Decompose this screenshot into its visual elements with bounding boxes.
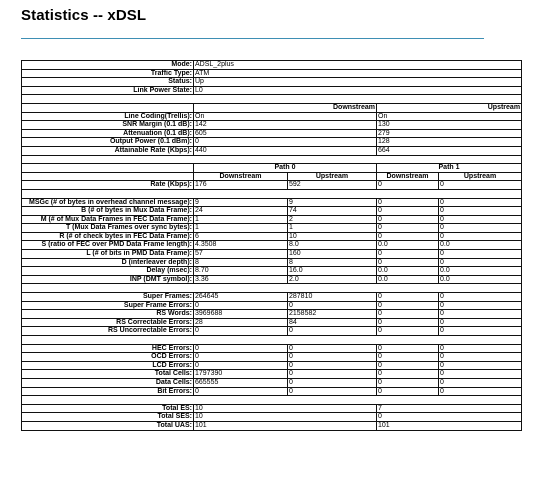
line-row [22, 146, 522, 155]
spacer-cell [22, 189, 522, 198]
path-label: T (Mux Data Frames over sync bytes): [22, 224, 194, 233]
path-value: 0 [439, 318, 522, 327]
path-value: 0.0 [439, 275, 522, 284]
path-value: 0 [288, 353, 377, 362]
path-value: 0 [439, 387, 522, 396]
totals-label: Total SES: [22, 413, 194, 422]
status-label: Link Power State: [22, 86, 194, 95]
path-value: 0 [439, 258, 522, 267]
path-value: 287810 [288, 293, 377, 302]
cell-row [22, 370, 522, 379]
frame-row [22, 198, 522, 207]
path-value: 0 [377, 327, 439, 336]
status-row [22, 69, 522, 78]
path-value: 0 [194, 327, 288, 336]
path-value: 0 [288, 301, 377, 310]
superframe-row [22, 301, 522, 310]
path-label: M (# of Mux Data Frames in FEC Data Frame): [22, 215, 194, 224]
path-value: 0 [439, 370, 522, 379]
downstream-header: Downstream [194, 172, 288, 181]
path-value: 0 [377, 181, 439, 190]
totals-row [22, 413, 522, 422]
frame-row [22, 275, 522, 284]
path-value: 0.0 [377, 241, 439, 250]
status-label: Mode: [22, 61, 194, 70]
path-value: 4.3508 [194, 241, 288, 250]
path-value: 16.0 [288, 267, 377, 276]
path-value: 10 [288, 232, 377, 241]
path-value: 3.36 [194, 275, 288, 284]
blank-row [22, 336, 522, 345]
upstream-header: Upstream [377, 103, 522, 112]
page-title: Statistics -- xDSL [21, 7, 147, 24]
upstream-value: 279 [377, 129, 522, 138]
path-value: 264645 [194, 293, 288, 302]
path-label: Bit Errors: [22, 387, 194, 396]
path-value: 0 [439, 344, 522, 353]
path-value: 0 [377, 361, 439, 370]
path-value: 57 [194, 250, 288, 259]
path-value: 0 [439, 198, 522, 207]
totals-row [22, 404, 522, 413]
path-label: RS Correctable Errors: [22, 318, 194, 327]
cell-row [22, 361, 522, 370]
cell-row [22, 387, 522, 396]
path-value: 0.0 [439, 241, 522, 250]
downstream-header: Downstream [377, 172, 439, 181]
spacer-cell [22, 396, 522, 405]
upstream-header: Upstream [439, 172, 522, 181]
empty-cell [22, 164, 194, 173]
path-value: 0.0 [377, 267, 439, 276]
superframe-row [22, 327, 522, 336]
spacer-cell [22, 284, 522, 293]
upstream-value: 664 [377, 146, 522, 155]
path-value: 0 [439, 250, 522, 259]
path-value: 1 [194, 215, 288, 224]
path-value: 665555 [194, 378, 288, 387]
spacer-cell [22, 95, 522, 104]
frame-row [22, 267, 522, 276]
path-label: RS Uncorrectable Errors: [22, 327, 194, 336]
path-value: 0 [377, 250, 439, 259]
path-value: 0 [377, 353, 439, 362]
spacer-cell [22, 155, 522, 164]
rate-row [22, 181, 522, 190]
path-value: 0 [439, 353, 522, 362]
path-label: D (interleaver depth): [22, 258, 194, 267]
path-value: 28 [194, 318, 288, 327]
path-value: 6 [194, 232, 288, 241]
direction-header-row [22, 172, 522, 181]
path-value: 2.0 [288, 275, 377, 284]
path-value: 0 [439, 361, 522, 370]
path-value: 8 [288, 258, 377, 267]
path-label: Super Frame Errors: [22, 301, 194, 310]
path-value: 0 [439, 232, 522, 241]
status-row [22, 61, 522, 70]
path-value: 74 [288, 207, 377, 216]
line-label: Output Power (0.1 dBm): [22, 138, 194, 147]
path-label: OCD Errors: [22, 353, 194, 362]
path-value: 0 [377, 318, 439, 327]
line-header-row [22, 103, 522, 112]
blank-row [22, 95, 522, 104]
path-label: Delay (msec): [22, 267, 194, 276]
totals-up: 7 [377, 404, 522, 413]
path-value: 0 [439, 301, 522, 310]
frame-row [22, 224, 522, 233]
upstream-value: 130 [377, 121, 522, 130]
path-value: 0 [377, 293, 439, 302]
path-value: 0 [377, 224, 439, 233]
path-label: B (# of bytes in Mux Data Frame): [22, 207, 194, 216]
downstream-value: 605 [194, 129, 377, 138]
path0-header: Path 0 [194, 164, 377, 173]
status-value: ADSL_2plus [194, 61, 522, 70]
downstream-value: 440 [194, 146, 377, 155]
path-value: 160 [288, 250, 377, 259]
totals-up: 101 [377, 421, 522, 430]
empty-cell [22, 172, 194, 181]
path-label: HEC Errors: [22, 344, 194, 353]
empty-cell [22, 103, 194, 112]
path-value: 0 [439, 224, 522, 233]
path-value: 0 [288, 378, 377, 387]
path-value: 0 [194, 301, 288, 310]
status-value: Up [194, 78, 522, 87]
totals-label: Total UAS: [22, 421, 194, 430]
path-value: 1 [288, 224, 377, 233]
path-label: R (# of check bytes in FEC Data Frame): [22, 232, 194, 241]
upstream-value: On [377, 112, 522, 121]
title-divider [21, 38, 484, 39]
line-row [22, 129, 522, 138]
totals-label: Total ES: [22, 404, 194, 413]
path-value: 2158582 [288, 310, 377, 319]
path-value: 0 [377, 232, 439, 241]
path-value: 0 [194, 387, 288, 396]
path-value: 0 [439, 293, 522, 302]
downstream-value: On [194, 112, 377, 121]
path1-header: Path 1 [377, 164, 522, 173]
path-value: 0.0 [439, 267, 522, 276]
blank-row [22, 189, 522, 198]
path-value: 0 [288, 361, 377, 370]
totals-row [22, 421, 522, 430]
path-value: 0 [439, 181, 522, 190]
path-value: 0 [377, 301, 439, 310]
line-label: Line Coding(Trellis): [22, 112, 194, 121]
status-value: L0 [194, 86, 522, 95]
downstream-value: 142 [194, 121, 377, 130]
path-value: 592 [288, 181, 377, 190]
line-label: Attenuation (0.1 dB): [22, 129, 194, 138]
path-value: 176 [194, 181, 288, 190]
path-value: 0 [439, 207, 522, 216]
path-value: 0 [288, 370, 377, 379]
totals-up: 0 [377, 413, 522, 422]
path-label: Rate (Kbps): [22, 181, 194, 190]
blank-row [22, 396, 522, 405]
path-value: 0 [377, 387, 439, 396]
blank-row [22, 284, 522, 293]
path-value: 1797390 [194, 370, 288, 379]
path-value: 0 [377, 310, 439, 319]
path-value: 0 [194, 344, 288, 353]
path-value: 0 [288, 387, 377, 396]
path-value: 0 [377, 370, 439, 379]
path-value: 0 [439, 327, 522, 336]
downstream-value: 0 [194, 138, 377, 147]
path-label: Total Cells: [22, 370, 194, 379]
path-value: 0 [439, 310, 522, 319]
path-value: 0 [377, 207, 439, 216]
status-label: Status: [22, 78, 194, 87]
path-value: 0 [439, 378, 522, 387]
superframe-row [22, 310, 522, 319]
spacer-cell [22, 336, 522, 345]
line-row [22, 138, 522, 147]
path-label: Data Cells: [22, 378, 194, 387]
path-value: 0 [377, 378, 439, 387]
path-value: 0 [377, 344, 439, 353]
frame-row [22, 232, 522, 241]
frame-row [22, 215, 522, 224]
path-label: INP (DMT symbol): [22, 275, 194, 284]
path-label: MSGc (# of bytes in overhead channel message): [22, 198, 194, 207]
path-value: 8.70 [194, 267, 288, 276]
blank-row [22, 155, 522, 164]
path-value: 0 [377, 215, 439, 224]
line-label: SNR Margin (0.1 dB): [22, 121, 194, 130]
line-row [22, 112, 522, 121]
line-row [22, 121, 522, 130]
path-value: 9 [194, 198, 288, 207]
path-label: L (# of bits in PMD Data Frame): [22, 250, 194, 259]
line-label: Attainable Rate (Kbps): [22, 146, 194, 155]
path-value: 0 [194, 353, 288, 362]
path-value: 0 [377, 258, 439, 267]
path-value: 8 [194, 258, 288, 267]
status-row [22, 78, 522, 87]
path-value: 3969688 [194, 310, 288, 319]
frame-row [22, 207, 522, 216]
status-row [22, 86, 522, 95]
path-label: LCD Errors: [22, 361, 194, 370]
path-label: S (ratio of FEC over PMD Data Frame length): [22, 241, 194, 250]
downstream-header: Downstream [194, 103, 377, 112]
cell-row [22, 353, 522, 362]
path-value: 8.0 [288, 241, 377, 250]
path-value: 0 [377, 198, 439, 207]
status-label: Traffic Type: [22, 69, 194, 78]
cell-row [22, 344, 522, 353]
totals-down: 101 [194, 421, 377, 430]
path-value: 0 [288, 344, 377, 353]
path-value: 0 [439, 215, 522, 224]
path-label: Super Frames: [22, 293, 194, 302]
path-value: 1 [194, 224, 288, 233]
frame-row [22, 250, 522, 259]
upstream-header: Upstream [288, 172, 377, 181]
totals-down: 10 [194, 404, 377, 413]
status-value: ATM [194, 69, 522, 78]
path-value: 0 [194, 361, 288, 370]
path-value: 24 [194, 207, 288, 216]
cell-row [22, 378, 522, 387]
xdsl-statistics-table [21, 60, 522, 431]
path-value: 9 [288, 198, 377, 207]
path-label: RS Words: [22, 310, 194, 319]
totals-down: 10 [194, 413, 377, 422]
path-header-row [22, 164, 522, 173]
path-value: 0.0 [377, 275, 439, 284]
frame-row [22, 258, 522, 267]
upstream-value: 128 [377, 138, 522, 147]
frame-row [22, 241, 522, 250]
superframe-row [22, 318, 522, 327]
superframe-row [22, 293, 522, 302]
path-value: 2 [288, 215, 377, 224]
path-value: 0 [288, 327, 377, 336]
path-value: 84 [288, 318, 377, 327]
